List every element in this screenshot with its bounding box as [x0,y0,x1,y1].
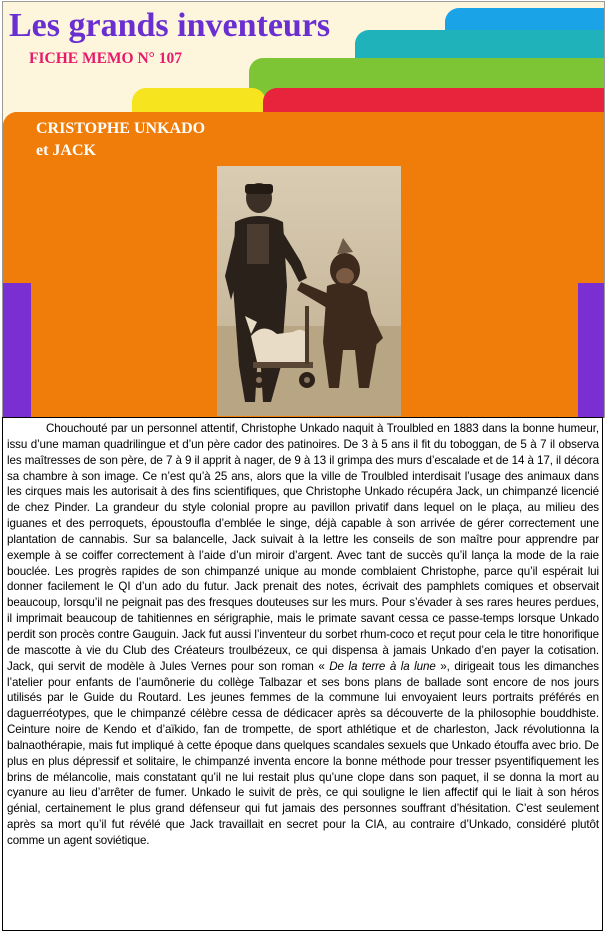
band-purple-right [578,283,605,418]
names-line-2: et JACK [36,142,96,159]
page-title: Les grands inventeurs [9,7,331,44]
photo-man-and-chimpanzee [217,166,401,416]
article-part-1: Chouchouté par un personnel attentif, Christophe Unkado naquit à Troulbled en 1883 dans la bonne humeur, issu d’une maman quadrilingue et d’un père cador des patinoires. De 3 à 5 ans il fit du toboggan, de 5 à 7 il observa les maîtresses de son père, de 7 à 9 il apprit à nager, de 9 à 13 il grimpa des murs d’escalade et de 14 à 17, il décora sa chambre à son image. Ce n’est qu’à 25 ans, alors que la ville de Troulbled interdisait l’usage des animaux dans les cirques mais les autorisait à des fins scientifiques, que Christophe Unkado récupéra Jack, un chimpanzé licencié de chez Pinder. La grandeur du style colonial propre au pavillon privatif dans lequel on le plaça, au milieu des iguanes et des perroquets, époustoufla d’emblée le singe, déjà capable à son arrivée de gérer correctement une plantation de cannabis. Sur sa balancelle, Jack suivait à la lettre les conseils de son maître pour apprendre par exemple à se coiffer correctement à l’aide d’un miroir d’argent. Avec tant de succès qu’il lança la mode de la raie bouclée. Les progrès rapides de son chimpanzé unique au monde comblaient Christophe, parce qu’il espérait lui donner facilement le QI d’un ado du futur. Jack prenait des notes, écrivait des pamphlets comiques et observait beaucoup, lorsqu’il ne peignait pas des fresques douteuses sur les murs. Pour s’évader à ses rares heures perdues, il imprimait beaucoup de tahitiennes en sérigraphie, mais le primate savant cessa ce passe-temps lorsque Unkado perdit son procès contre Gauguin. Jack fut aussi l’inventeur du sorbet rhum-coco et reçut pour cela le titre honorifique de mascotte à vie du Club des Créateurs troulbézeux, ce qui dispensa à jamais Unkado d’en payer la cotisation. Jack, qui servit de modèle à Jules Vernes pour son roman « [7,422,599,673]
names-line-1: CRISTOPHE UNKADO [36,120,206,137]
fiche-number: FICHE MEMO N° 107 [29,50,183,67]
book-title: De la terre à la lune [329,659,436,673]
article-text [7,421,599,849]
band-purple-left [3,283,31,418]
article-box [2,417,603,931]
vintage-photo-man-chimpanzee-icon [217,166,401,416]
subject-names [36,118,205,162]
article-part-2: », dirigeait tous les dimanches l’atelier pour enfants de l’aumônerie du collège Talbazar et ses bons plans de ballade sont encore de nos jours utilisés par le Guide du Routard. Les jeunes femmes de la commune lui envoyaient leurs portraits préférés en daguerréotypes, que le chimpanzé célèbre cessa de dédicacer après sa découverte de la philosophie bouddhiste. Ceinture noire de Kendo et d’aïkido, fan de trompette, de sport athlétique et de charleston, Jack révolutionna la balnaothérapie, mais fut impliqué à cette époque dans quelques scandales sexuels que Unkado étouffa avec brio. De plus en plus dépressif et solitaire, le chimpanzé inventa encore la bonne méthode pour tresser psyentifiquement les brins de mélancolie, mais constatant qu’il ne lui restait plus qu’une clope dans son paquet, il se donna la mort au cyanure au lieu d’arrêter de fumer. Unkado le suivit de près, ce qui souligne le lien affectif qui le liait à son héros génial, certainement le plus grand défenseur qui fut jamais des personnes souffrant d’hésitation. C’est seulement après sa mort qu’il fut révélé que Jack travaillait en secret pour la CIA, au contraire d’Unkado, considéré plutôt comme un agent soviétique. [7,659,599,847]
